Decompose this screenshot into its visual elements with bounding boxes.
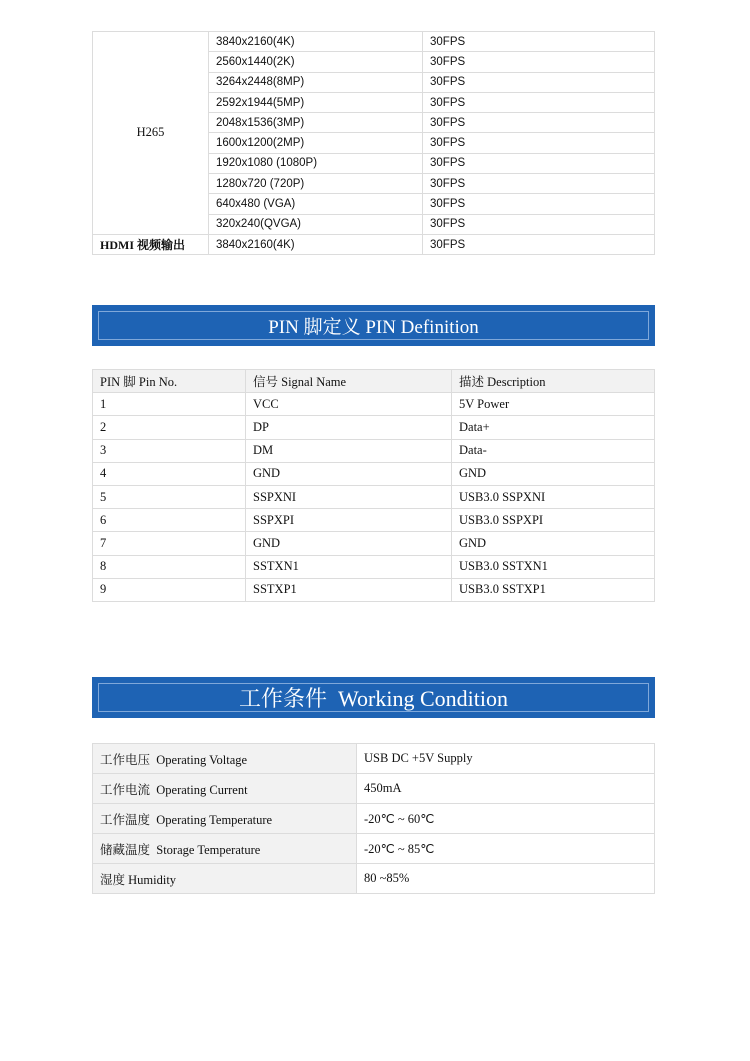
- fps-cell: 30FPS: [423, 92, 655, 112]
- table-row: [93, 864, 655, 894]
- column-header: PIN 脚 Pin No.: [93, 370, 246, 393]
- pin-number: 3: [93, 439, 246, 462]
- resolution-cell: 2048x1536(3MP): [209, 113, 423, 133]
- signal-name: SSTXP1: [246, 578, 452, 601]
- condition-label: 工作电流 Operating Current: [93, 774, 357, 804]
- table-row: [93, 439, 655, 462]
- signal-name: GND: [246, 532, 452, 555]
- pin-definition-table: [92, 369, 655, 602]
- pin-number: 9: [93, 578, 246, 601]
- pin-number: 5: [93, 485, 246, 508]
- pin-number: 6: [93, 509, 246, 532]
- resolution-cell: 640x480 (VGA): [209, 194, 423, 214]
- pin-description: Data-: [452, 439, 655, 462]
- table-row: [93, 416, 655, 439]
- table-row: [93, 509, 655, 532]
- resolution-cell: 3840x2160(4K): [209, 32, 423, 52]
- condition-value: 80 ~85%: [357, 864, 655, 894]
- resolution-cell: 2560x1440(2K): [209, 52, 423, 72]
- table-row: [93, 393, 655, 416]
- condition-value: -20℃ ~ 85℃: [357, 834, 655, 864]
- resolution-cell: 1600x1200(2MP): [209, 133, 423, 153]
- fps-cell: 30FPS: [423, 113, 655, 133]
- signal-name: DM: [246, 439, 452, 462]
- fps-cell: 30FPS: [423, 214, 655, 234]
- pin-description: 5V Power: [452, 393, 655, 416]
- resolution-cell: 1920x1080 (1080P): [209, 153, 423, 173]
- section-title: 工作条件 Working Condition: [239, 686, 508, 711]
- fps-cell: 30FPS: [423, 234, 655, 254]
- resolution-table: [92, 31, 655, 255]
- pin-description: USB3.0 SSPXNI: [452, 485, 655, 508]
- table-row: [93, 485, 655, 508]
- resolution-cell: 320x240(QVGA): [209, 214, 423, 234]
- pin-number: 2: [93, 416, 246, 439]
- codec-label: H265: [93, 32, 209, 235]
- table-row: [93, 32, 655, 52]
- table-row: [93, 462, 655, 485]
- working-condition-table: [92, 743, 655, 894]
- signal-name: GND: [246, 462, 452, 485]
- pin-description: USB3.0 SSPXPI: [452, 509, 655, 532]
- fps-cell: 30FPS: [423, 133, 655, 153]
- fps-cell: 30FPS: [423, 52, 655, 72]
- signal-name: DP: [246, 416, 452, 439]
- resolution-cell: 3840x2160(4K): [209, 234, 423, 254]
- table-row: [93, 834, 655, 864]
- table-row: [93, 532, 655, 555]
- signal-name: SSTXN1: [246, 555, 452, 578]
- condition-value: USB DC +5V Supply: [357, 744, 655, 774]
- condition-value: 450mA: [357, 774, 655, 804]
- table-row: [93, 774, 655, 804]
- pin-description: USB3.0 SSTXP1: [452, 578, 655, 601]
- hdmi-label: HDMI 视频输出: [93, 234, 209, 254]
- condition-label: 湿度 Humidity: [93, 864, 357, 894]
- signal-name: VCC: [246, 393, 452, 416]
- table-row: [93, 804, 655, 834]
- condition-label: 储藏温度 Storage Temperature: [93, 834, 357, 864]
- pin-description: Data+: [452, 416, 655, 439]
- column-header: 信号 Signal Name: [246, 370, 452, 393]
- fps-cell: 30FPS: [423, 153, 655, 173]
- table-row: [93, 234, 655, 254]
- pin-number: 7: [93, 532, 246, 555]
- condition-value: -20℃ ~ 60℃: [357, 804, 655, 834]
- pin-description: GND: [452, 462, 655, 485]
- resolution-cell: 3264x2448(8MP): [209, 72, 423, 92]
- table-row: [93, 578, 655, 601]
- pin-definition-banner: [92, 305, 655, 346]
- column-header: 描述 Description: [452, 370, 655, 393]
- resolution-cell: 1280x720 (720P): [209, 174, 423, 194]
- condition-label: 工作温度 Operating Temperature: [93, 804, 357, 834]
- section-title: PIN 脚定义 PIN Definition: [268, 317, 479, 338]
- fps-cell: 30FPS: [423, 32, 655, 52]
- pin-number: 1: [93, 393, 246, 416]
- fps-cell: 30FPS: [423, 174, 655, 194]
- resolution-cell: 2592x1944(5MP): [209, 92, 423, 112]
- signal-name: SSPXPI: [246, 509, 452, 532]
- signal-name: SSPXNI: [246, 485, 452, 508]
- table-row: [93, 744, 655, 774]
- fps-cell: 30FPS: [423, 194, 655, 214]
- condition-label: 工作电压 Operating Voltage: [93, 744, 357, 774]
- pin-number: 4: [93, 462, 246, 485]
- table-header-row: [93, 370, 655, 393]
- pin-description: USB3.0 SSTXN1: [452, 555, 655, 578]
- working-condition-banner: [92, 677, 655, 718]
- table-row: [93, 555, 655, 578]
- pin-description: GND: [452, 532, 655, 555]
- pin-number: 8: [93, 555, 246, 578]
- fps-cell: 30FPS: [423, 72, 655, 92]
